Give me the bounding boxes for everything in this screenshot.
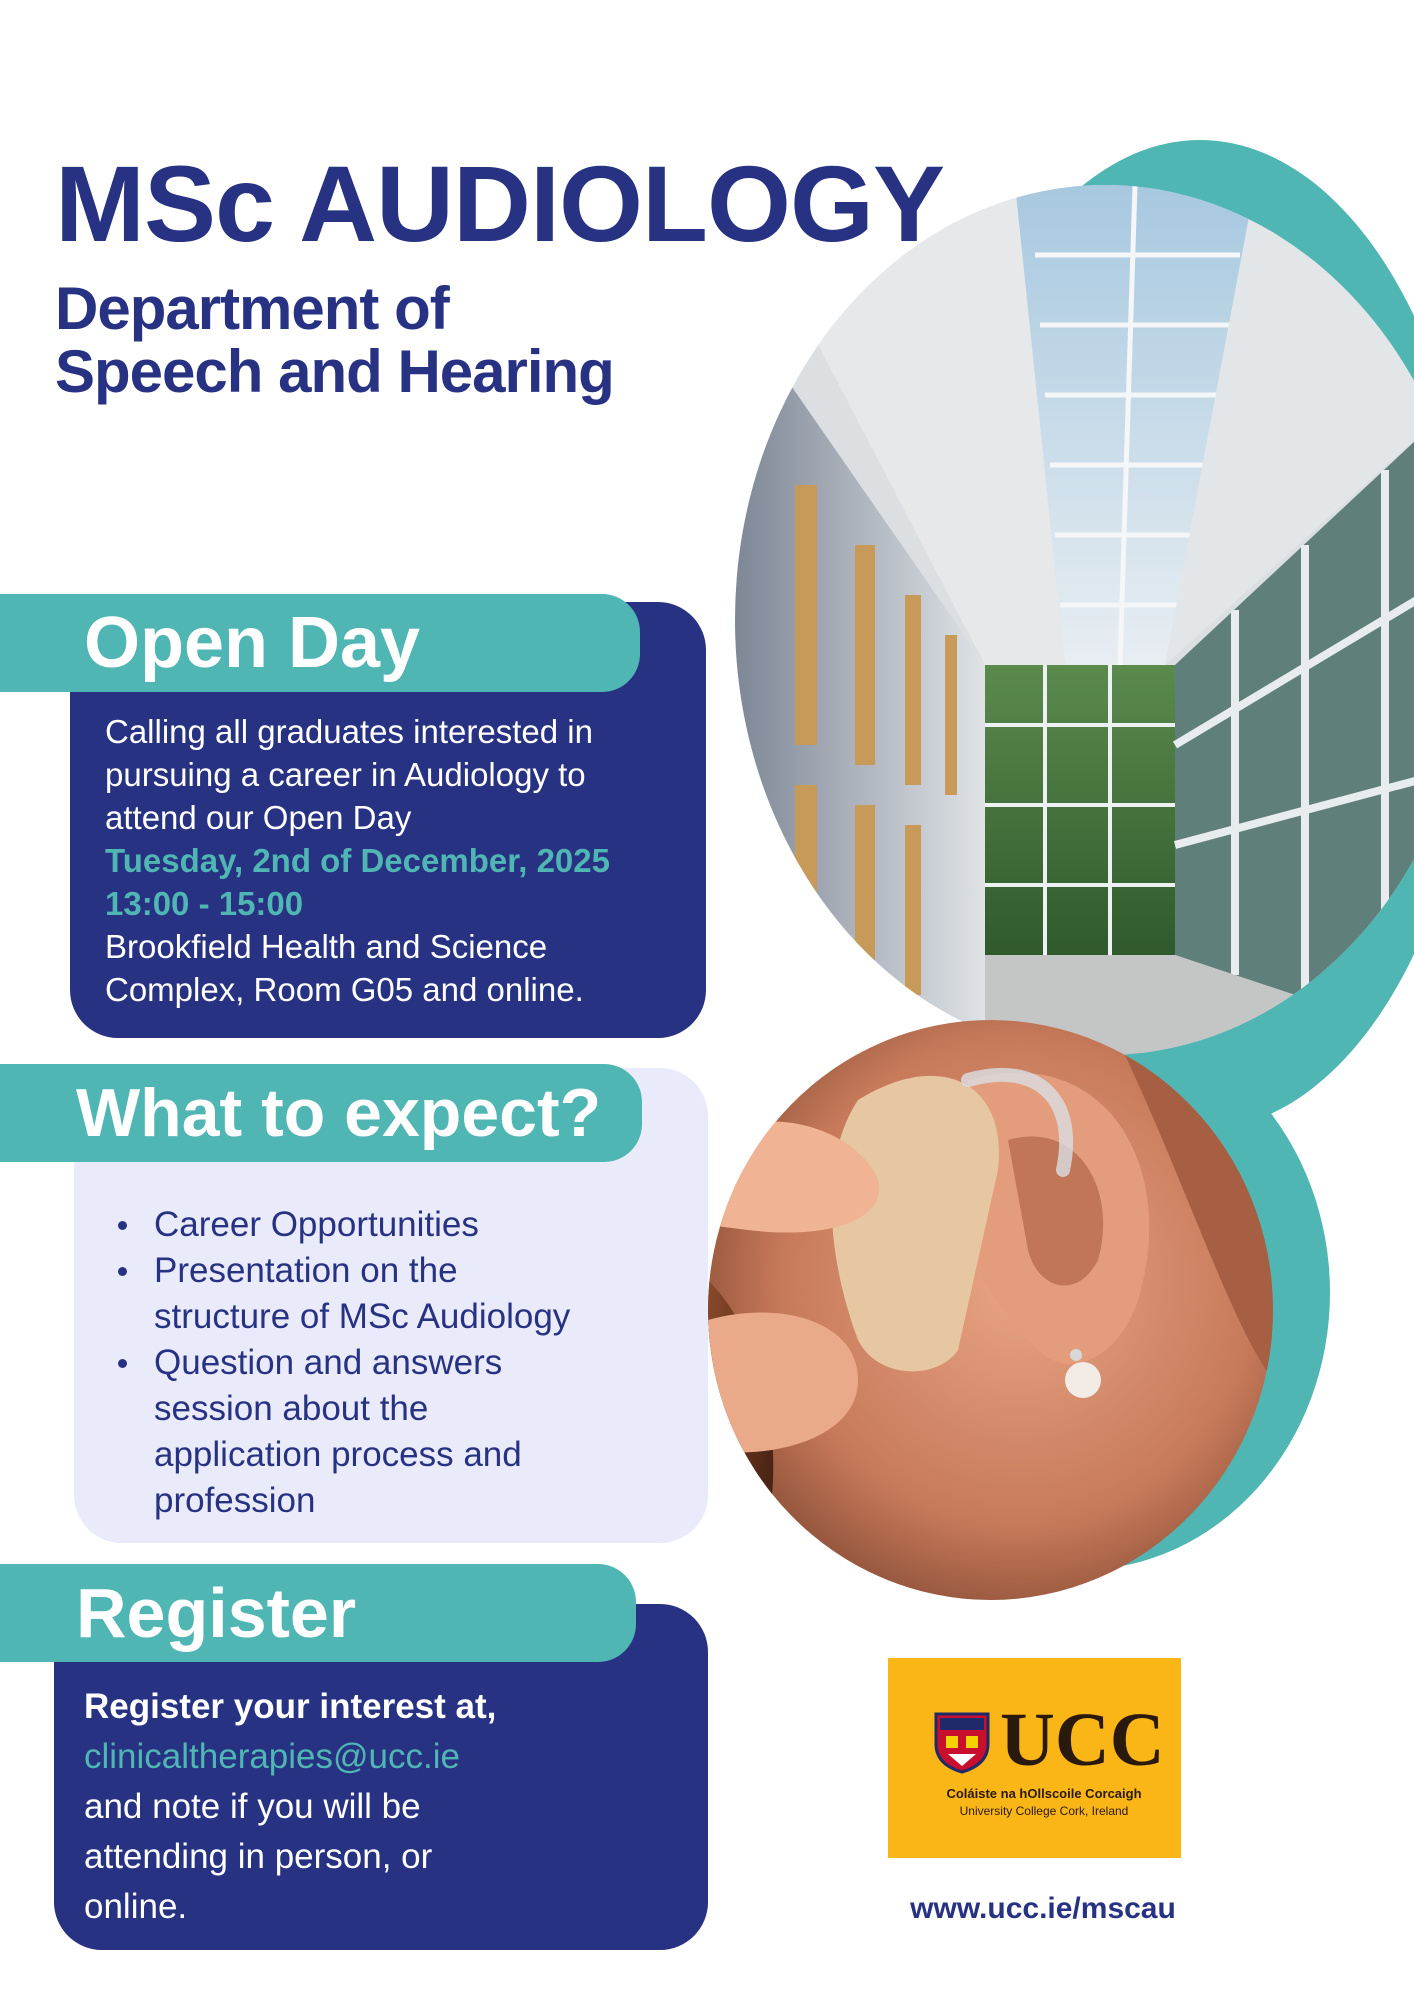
ucc-crest-icon: [932, 1710, 992, 1774]
list-item: [114, 1340, 704, 1524]
open-day-location-1: Brookfield Health and Science: [105, 928, 548, 965]
what-to-expect-heading: What to expect?: [0, 1064, 642, 1162]
open-day-location-2: Complex, Room G05 and online.: [105, 971, 584, 1008]
ucc-wordmark: UCC: [1000, 1698, 1165, 1782]
expect-item-1-line-1: Career Opportunities: [154, 1205, 479, 1244]
register-intro: Register your interest at,: [84, 1687, 497, 1726]
open-day-heading: Open Day: [0, 594, 640, 692]
atrium-illustration: [735, 185, 1414, 1055]
register-note-3: online.: [84, 1887, 188, 1926]
register-note-1: and note if you will be: [84, 1787, 421, 1826]
open-day-details: [105, 710, 695, 1011]
hearing-aid-photo: [708, 1020, 1273, 1600]
open-day-line-3: attend our Open Day: [105, 799, 412, 836]
register-details: [84, 1682, 684, 1932]
ucc-logo: [888, 1658, 1181, 1858]
subtitle-line-2: Speech and Hearing: [55, 338, 614, 405]
page-title: MSc AUDIOLOGY: [55, 143, 945, 264]
open-day-line-1: Calling all graduates interested in: [105, 713, 593, 750]
open-day-line-2: pursuing a career in Audiology to: [105, 756, 586, 793]
expect-item-3-line-3: application process and: [154, 1435, 522, 1474]
list-item: [114, 1248, 704, 1340]
register-email-link[interactable]: clinicaltherapies@ucc.ie: [84, 1737, 460, 1776]
register-heading: Register: [0, 1564, 636, 1662]
open-day-time: 13:00 - 15:00: [105, 885, 304, 922]
register-note-2: attending in person, or: [84, 1837, 433, 1876]
open-day-date: Tuesday, 2nd of December, 2025: [105, 842, 610, 879]
expect-item-3-line-2: session about the: [154, 1389, 429, 1428]
expect-item-2-line-1: Presentation on the: [154, 1251, 458, 1290]
expect-item-2-line-2: structure of MSc Audiology: [154, 1297, 571, 1336]
ucc-english-name: University College Cork, Ireland: [959, 1804, 1129, 1818]
expect-item-3-line-4: profession: [154, 1481, 316, 1520]
ucc-irish-name: Coláiste na hOllscoile Corcaigh: [946, 1786, 1142, 1801]
list-item: [114, 1202, 704, 1248]
expect-item-3-line-1: Question and answers: [154, 1343, 503, 1382]
department-subtitle: [55, 277, 614, 403]
hearing-aid-illustration: [708, 1020, 1273, 1600]
subtitle-line-1: Department of: [55, 275, 449, 342]
atrium-photo: [735, 185, 1414, 1055]
website-link[interactable]: www.ucc.ie/mscau: [910, 1892, 1176, 1925]
expect-list: [114, 1202, 704, 1524]
